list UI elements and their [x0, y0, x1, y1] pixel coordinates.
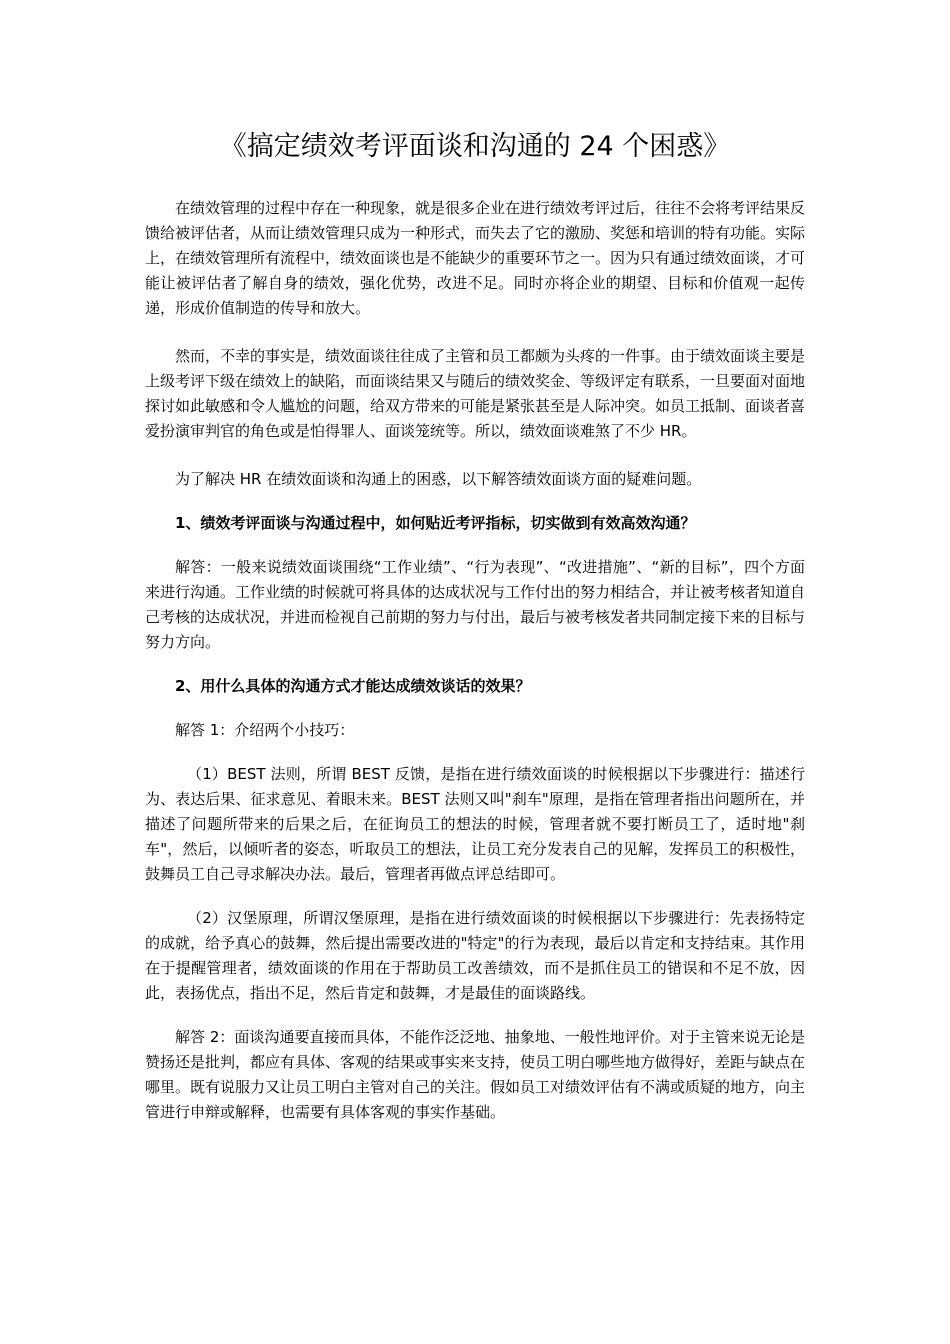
answer-2-item-hamburger: （2）汉堡原理，所谓汉堡原理，是指在进行绩效面谈的时候根据以下步骤进行：先表扬特定的成就，给予真心的鼓舞，然后提出需要改进的"特定"的行为表现，最后以肯定和支持结束。其作用在于提醒管理者，绩效面谈的作用在于帮助员工改善绩效，而不是抓住员工的错误和不足不放，因此，表扬优点，指出不足，然后肯定和鼓舞，才是最佳的面谈路线。 — [145, 909, 805, 1002]
answer-2-item-best: （1）BEST 法则，所谓 BEST 反馈，是指在进行绩效面谈的时候根据以下步骤进行：描述行为、表达后果、征求意见、着眼未来。BEST 法则又叫"刹车"原理，是指在管理者指出问题所在，并描述了问题所带来的后果之后，在征询员工的想法的时候，管理者就不要打断员工了，适时地"刹车"，然后，以倾听者的姿态，听取员工的想法，让员工充分发表自己的见解，发挥员工的积极性，鼓舞员工自己寻求解决办法。最后，管理者再做点评总结即可。 — [145, 765, 805, 883]
answer-2-intro: 解答 1：介绍两个小技巧： — [175, 721, 355, 739]
question-1-heading: 1、绩效考评面谈与沟通过程中，如何贴近考评指标，切实做到有效高效沟通？ — [175, 514, 696, 532]
answer-2-part-2: 解答 2：面谈沟通要直接而具体，不能作泛泛地、抽象地、一般性地评价。对于主管来说无论是赞扬还是批判，都应有具体、客观的结果或事实来支持，使员工明白哪些地方做得好，差距与缺点在哪里。既有说服力又让员工明白主管对自己的关注。假如员工对绩效评估有不满或质疑的地方，向主管进行申辩或解释，也需要有具体客观的事实作基础。 — [145, 1028, 806, 1121]
intro-paragraph-2: 然而，不幸的事实是，绩效面谈往往成了主管和员工都颇为头疼的一件事。由于绩效面谈主要是上级考评下级在绩效上的缺陷，而面谈结果又与随后的绩效奖金、等级评定有联系，一旦要面对面地探讨如此敏感和令人尴尬的问题，给双方带来的可能是紧张甚至是人际冲突。如员工抵制、面谈者喜爱扮演审判官的角色或是怕得罪人、面谈笼统等。所以，绩效面谈难煞了不少 HR。 — [145, 347, 806, 440]
document-body — [145, 196, 805, 1125]
document-title: 《搞定绩效考评面谈和沟通的 24 个困惑》 — [219, 131, 731, 162]
answer-1-paragraph: 解答：一般来说绩效面谈围绕“工作业绩”、“行为表现”、“改进措施”、“新的目标”，四个方面来进行沟通。工作业绩的时候就可将具体的达成状况与工作付出的努力相结合，并让被考核者知道自己考核的达成状况，并进而检视自己前期的努力与付出，最后与被考核发者共同制定接下来的目标与努力方向。 — [145, 558, 806, 651]
intro-paragraph-1: 在绩效管理的过程中存在一种现象，就是很多企业在进行绩效考评过后，往往不会将考评结果反馈给被评估者，从而让绩效管理只成为一种形式，而失去了它的激励、奖惩和培训的特有功能。实际上，在绩效管理所有流程中，绩效面谈也是不能缺少的重要环节之一。因为只有通过绩效面谈，才可能让被评估者了解自身的绩效，强化优势，改进不足。同时亦将企业的期望、目标和价值观一起传递，形成价值制造的传导和放大。 — [145, 199, 806, 317]
intro-paragraph-3: 为了解决 HR 在绩效面谈和沟通上的困惑，以下解答绩效面谈方面的疑难问题。 — [175, 470, 702, 488]
question-2-heading: 2、用什么具体的沟通方式才能达成绩效谈话的效果？ — [175, 677, 531, 695]
